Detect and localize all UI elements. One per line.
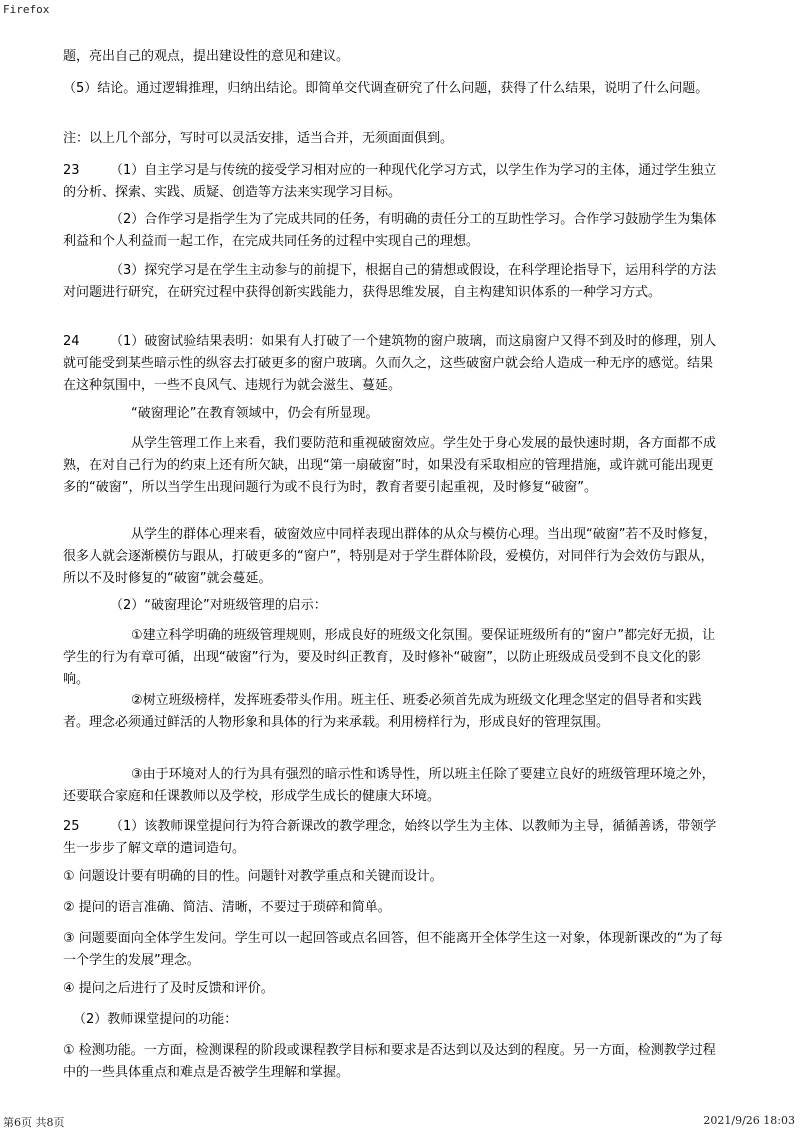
paragraph-note: 注：以上几个部分，写时可以灵活安排，适当合并，无须面面俱到。: [63, 131, 454, 146]
q25-paragraph-6: （2）教师课堂提问的功能：: [73, 1012, 238, 1027]
q23-paragraph-1: （1）自主学习是与传统的接受学习相对应的一种现代化学习方式，以学生作为学习的主体，通过学生独立的分析、探索、实践、质疑、创造等方法来实现学习目标。: [63, 163, 717, 200]
q25-paragraph-5: ④ 提问之后进行了及时反馈和评价。: [63, 981, 274, 996]
paragraph-continuation: 题，亮出自己的观点，提出建设性的意见和建议。: [63, 49, 350, 64]
footer-datetime: 2021/9/26 18:03: [703, 1114, 795, 1127]
q25-paragraph-4: ③ 问题要面向全体学生发问。学生可以一起回答或点名回答，但不能离开全体学生这一对象，体现新课改的“为了每一个学生的发展”理念。: [63, 931, 723, 968]
q25-paragraph-2: ① 问题设计要有明确的目的性。问题针对教学重点和关键而设计。: [63, 869, 443, 884]
footer-page-info: 第6页 共8页: [3, 1116, 65, 1129]
q24-paragraph-1: （1）破窗试验结果表明：如果有人打破了一个建筑物的窗户玻璃，而这扇窗户又得不到及时的修理，别人就可能受到某些暗示性的纵容去打破更多的窗户玻璃。久而久之，这些破窗户就会给人造成一种无序的感觉。结果在这种氛围中，一些不良风气、违规行为就会滋生、蔓延。: [63, 334, 717, 393]
q24-paragraph-7: ②树立班级榜样，发挥班委带头作用。班主任、班委必须首先成为班级文化理念坚定的倡导者和实践者。理念必须通过鲜活的人物形象和具体的行为来承载。利用榜样行为，形成良好的管理氛围。: [63, 693, 702, 730]
question-number-25: 25: [63, 819, 80, 834]
q25-paragraph-3: ② 提问的语言准确、简洁、清晰，不要过于琐碎和简单。: [63, 900, 391, 915]
q25-paragraph-7: ① 检测功能。一方面，检测课程的阶段或课程教学目标和要求是否达到以及达到的程度。另一方面，检测教学过程中的一些具体重点和难点是否被学生理解和掌握。: [63, 1043, 716, 1080]
q24-paragraph-8: ③由于环境对人的行为具有强烈的暗示性和诱导性，所以班主任除了要建立良好的班级管理环境之外，还要联合家庭和任课教师以及学校，形成学生成长的健康大环境。: [63, 767, 715, 804]
paragraph-conclusion: （5）结论。通过逻辑推理，归纳出结论。即简单交代调查研究了什么问题，获得了什么结果，说明了什么问题。: [63, 81, 709, 96]
question-number-23: 23: [63, 163, 80, 178]
q23-paragraph-3: （3）探究学习是在学生主动参与的前提下，根据自己的猜想或假设，在科学理论指导下，运用科学的方法对问题进行研究，在研究过程中获得创新实践能力，获得思维发展，自主构建知识体系的一种学习方式。: [63, 263, 717, 300]
question-number-24: 24: [63, 334, 80, 349]
q24-paragraph-4: 从学生的群体心理来看，破窗效应中同样表现出群体的从众与模仿心理。当出现“破窗”若不及时修复，很多人就会逐渐模仿与跟从，打破更多的“窗户”，特别是对于学生群体阶段，爱模仿，对同伴行为会效仿与跟从，所以不及时修复的“破窗”就会蔓延。: [63, 527, 717, 586]
browser-title: Firefox: [3, 3, 50, 16]
q24-paragraph-3: 从学生管理工作上来看，我们要防范和重视破窗效应。学生处于身心发展的最快速时期，各方面都不成熟，在对自己行为的约束上还有所欠缺，出现“第一扇破窗”时，如果没有采取相应的管理措施，或许就可能出现更多的“破窗”，所以当学生出现问题行为或不良行为时，教育者要引起重视，及时修复“破窗”。: [63, 436, 717, 495]
q24-paragraph-5: （2）“破窗理论”对班级管理的启示：: [110, 598, 327, 613]
q24-paragraph-2: “破窗理论”在教育领域中，仍会有所显现。: [131, 406, 379, 421]
q24-paragraph-6: ①建立科学明确的班级管理规则，形成良好的班级文化氛围。要保证班级所有的“窗户”都完好无损，让学生的行为有章可循，出现“破窗”行为，要及时纠正教育，及时修补“破窗”，以防止班级成员受到不良文化的影响。: [63, 628, 716, 687]
q25-paragraph-1: （1）该教师课堂提问行为符合新课改的教学理念，始终以学生为主体、以教师为主导，循循善诱，带领学生一步步了解文章的遣词造句。: [63, 819, 717, 856]
q23-paragraph-2: （2）合作学习是指学生为了完成共同的任务，有明确的责任分工的互助性学习。合作学习鼓励学生为集体利益和个人利益而一起工作，在完成共同任务的过程中实现自己的理想。: [63, 212, 717, 249]
